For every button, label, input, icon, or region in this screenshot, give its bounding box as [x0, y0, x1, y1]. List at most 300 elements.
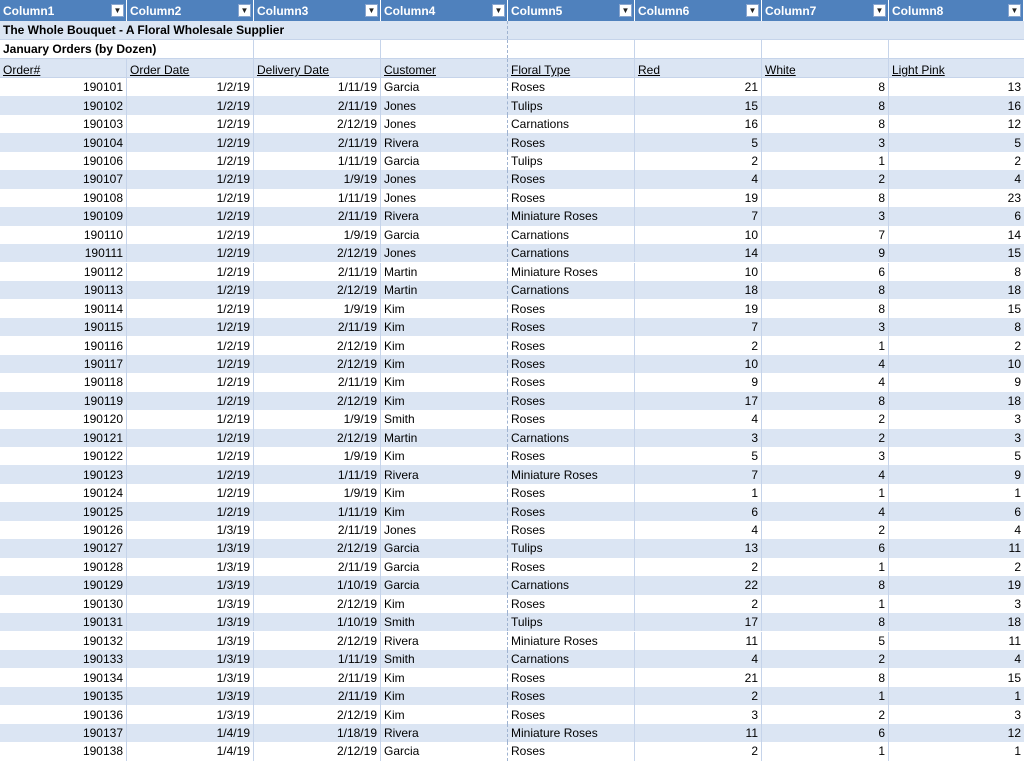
customer-cell[interactable]: Martin — [381, 429, 508, 447]
order-date-cell[interactable]: 1/2/19 — [127, 318, 254, 336]
red-cell[interactable]: 19 — [635, 299, 762, 317]
delivery-date-cell[interactable]: 1/9/19 — [254, 299, 381, 317]
customer-cell[interactable]: Kim — [381, 336, 508, 354]
order-number-cell[interactable]: 190104 — [0, 133, 127, 151]
white-cell[interactable]: 1 — [762, 742, 889, 760]
empty-cell[interactable] — [508, 40, 635, 58]
floral-type-cell[interactable]: Carnations — [508, 429, 635, 447]
light-pink-cell[interactable]: 3 — [1014, 430, 1021, 445]
red-cell[interactable]: 16 — [635, 115, 762, 133]
order-date-cell[interactable]: 1/2/19 — [127, 392, 254, 410]
order-number-cell[interactable]: 190101 — [0, 78, 127, 96]
red-cell[interactable]: 2 — [635, 595, 762, 613]
delivery-date-cell[interactable]: 2/12/19 — [254, 281, 381, 299]
col-header-1[interactable] — [0, 0, 127, 21]
floral-type-cell[interactable]: Miniature Roses — [508, 465, 635, 483]
light-pink-cell[interactable]: 8 — [1014, 264, 1021, 279]
delivery-date-cell[interactable]: 2/12/19 — [254, 115, 381, 133]
white-cell[interactable]: 3 — [762, 447, 889, 465]
delivery-date-cell[interactable]: 2/12/19 — [254, 429, 381, 447]
order-date-cell[interactable]: 1/2/19 — [127, 355, 254, 373]
delivery-date-cell[interactable]: 1/10/19 — [254, 613, 381, 631]
field-header-red[interactable]: Red — [635, 59, 762, 77]
order-date-cell[interactable]: 1/4/19 — [127, 724, 254, 742]
light-pink-cell[interactable]: 3 — [1014, 596, 1021, 611]
order-number-cell[interactable]: 190110 — [0, 226, 127, 244]
delivery-date-cell[interactable]: 2/11/19 — [254, 96, 381, 114]
order-number-cell[interactable]: 190135 — [0, 687, 127, 705]
order-date-cell[interactable]: 1/2/19 — [127, 281, 254, 299]
white-cell[interactable]: 1 — [762, 484, 889, 502]
col-header-2[interactable] — [127, 0, 254, 21]
order-number-cell[interactable]: 190103 — [0, 115, 127, 133]
delivery-date-cell[interactable]: 2/12/19 — [254, 632, 381, 650]
white-cell[interactable]: 3 — [762, 133, 889, 151]
customer-cell[interactable]: Jones — [381, 189, 508, 207]
white-cell[interactable]: 8 — [762, 115, 889, 133]
field-header-white[interactable]: White — [762, 59, 889, 77]
floral-type-cell[interactable]: Tulips — [508, 96, 635, 114]
delivery-date-cell[interactable]: 2/12/19 — [254, 595, 381, 613]
order-number-cell[interactable]: 190131 — [0, 613, 127, 631]
empty-cell[interactable] — [762, 40, 889, 58]
filter-dropdown-icon[interactable]: ▼ — [111, 4, 124, 17]
floral-type-cell[interactable]: Roses — [508, 410, 635, 428]
red-cell[interactable]: 10 — [635, 355, 762, 373]
red-cell[interactable]: 17 — [635, 392, 762, 410]
floral-type-cell[interactable]: Roses — [508, 189, 635, 207]
floral-type-cell[interactable]: Roses — [508, 558, 635, 576]
white-cell[interactable]: 2 — [762, 410, 889, 428]
white-cell[interactable]: 4 — [762, 502, 889, 520]
red-cell[interactable]: 2 — [635, 558, 762, 576]
delivery-date-cell[interactable]: 2/11/19 — [254, 373, 381, 391]
field-header-order-number[interactable]: Order# — [0, 59, 127, 77]
white-cell[interactable]: 6 — [762, 263, 889, 281]
customer-cell[interactable]: Garcia — [381, 539, 508, 557]
white-cell[interactable]: 8 — [762, 96, 889, 114]
empty-cell[interactable] — [508, 21, 1024, 39]
red-cell[interactable]: 13 — [635, 539, 762, 557]
white-cell[interactable]: 1 — [762, 152, 889, 170]
red-cell[interactable]: 22 — [635, 576, 762, 594]
filter-dropdown-icon[interactable]: ▼ — [492, 4, 505, 17]
white-cell[interactable]: 2 — [762, 429, 889, 447]
floral-type-cell[interactable]: Miniature Roses — [508, 724, 635, 742]
sheet-subtitle[interactable]: January Orders (by Dozen) — [0, 40, 254, 58]
delivery-date-cell[interactable]: 1/11/19 — [254, 152, 381, 170]
delivery-date-cell[interactable]: 1/18/19 — [254, 724, 381, 742]
floral-type-cell[interactable]: Roses — [508, 355, 635, 373]
customer-cell[interactable]: Smith — [381, 613, 508, 631]
order-date-cell[interactable]: 1/3/19 — [127, 595, 254, 613]
customer-cell[interactable]: Kim — [381, 447, 508, 465]
light-pink-cell[interactable]: 3 — [1014, 707, 1021, 722]
order-date-cell[interactable]: 1/3/19 — [127, 705, 254, 723]
customer-cell[interactable]: Kim — [381, 355, 508, 373]
delivery-date-cell[interactable]: 2/11/19 — [254, 687, 381, 705]
white-cell[interactable]: 1 — [762, 336, 889, 354]
customer-cell[interactable]: Garcia — [381, 152, 508, 170]
customer-cell[interactable]: Rivera — [381, 632, 508, 650]
order-date-cell[interactable]: 1/2/19 — [127, 502, 254, 520]
customer-cell[interactable]: Martin — [381, 263, 508, 281]
floral-type-cell[interactable]: Roses — [508, 170, 635, 188]
red-cell[interactable]: 17 — [635, 613, 762, 631]
order-number-cell[interactable]: 190138 — [0, 742, 127, 760]
order-number-cell[interactable]: 190107 — [0, 170, 127, 188]
delivery-date-cell[interactable]: 2/11/19 — [254, 318, 381, 336]
customer-cell[interactable]: Martin — [381, 281, 508, 299]
order-number-cell[interactable]: 190136 — [0, 705, 127, 723]
empty-cell[interactable] — [635, 40, 762, 58]
customer-cell[interactable]: Kim — [381, 484, 508, 502]
light-pink-cell[interactable]: 15 — [1007, 301, 1021, 316]
customer-cell[interactable]: Garcia — [381, 226, 508, 244]
floral-type-cell[interactable]: Tulips — [508, 152, 635, 170]
filter-dropdown-icon[interactable]: ▼ — [1008, 4, 1021, 17]
delivery-date-cell[interactable]: 2/12/19 — [254, 244, 381, 262]
empty-cell[interactable] — [889, 40, 1024, 58]
white-cell[interactable]: 8 — [762, 668, 889, 686]
white-cell[interactable]: 1 — [762, 687, 889, 705]
order-number-cell[interactable]: 190126 — [0, 521, 127, 539]
floral-type-cell[interactable]: Roses — [508, 705, 635, 723]
light-pink-cell[interactable]: 23 — [1007, 190, 1021, 205]
order-number-cell[interactable]: 190108 — [0, 189, 127, 207]
light-pink-cell[interactable]: 5 — [1014, 449, 1021, 464]
floral-type-cell[interactable]: Carnations — [508, 115, 635, 133]
light-pink-cell[interactable]: 11 — [1008, 633, 1021, 648]
white-cell[interactable]: 8 — [762, 281, 889, 299]
red-cell[interactable]: 14 — [635, 244, 762, 262]
white-cell[interactable]: 2 — [762, 521, 889, 539]
customer-cell[interactable]: Kim — [381, 595, 508, 613]
field-header-light-pink[interactable]: Light Pink — [892, 63, 945, 77]
red-cell[interactable]: 6 — [635, 502, 762, 520]
order-date-cell[interactable]: 1/3/19 — [127, 687, 254, 705]
white-cell[interactable]: 8 — [762, 299, 889, 317]
delivery-date-cell[interactable]: 1/9/19 — [254, 170, 381, 188]
white-cell[interactable]: 3 — [762, 207, 889, 225]
sheet-title[interactable]: The Whole Bouquet - A Floral Wholesale Supplier — [0, 21, 508, 39]
red-cell[interactable]: 2 — [635, 152, 762, 170]
light-pink-cell[interactable]: 14 — [1007, 227, 1021, 242]
customer-cell[interactable]: Rivera — [381, 724, 508, 742]
field-header-order-date[interactable]: Order Date — [127, 59, 254, 77]
customer-cell[interactable]: Kim — [381, 373, 508, 391]
order-date-cell[interactable]: 1/3/19 — [127, 521, 254, 539]
delivery-date-cell[interactable]: 1/10/19 — [254, 576, 381, 594]
order-number-cell[interactable]: 190113 — [0, 281, 127, 299]
white-cell[interactable]: 6 — [762, 724, 889, 742]
floral-type-cell[interactable]: Carnations — [508, 281, 635, 299]
order-number-cell[interactable]: 190125 — [0, 502, 127, 520]
light-pink-cell[interactable]: 4 — [1014, 523, 1021, 538]
order-date-cell[interactable]: 1/2/19 — [127, 226, 254, 244]
col-header-5[interactable] — [508, 0, 635, 21]
order-number-cell[interactable]: 190117 — [0, 355, 127, 373]
red-cell[interactable]: 21 — [635, 668, 762, 686]
order-number-cell[interactable]: 190112 — [0, 263, 127, 281]
empty-cell[interactable] — [254, 40, 381, 58]
floral-type-cell[interactable]: Roses — [508, 502, 635, 520]
order-date-cell[interactable]: 1/3/19 — [127, 539, 254, 557]
order-number-cell[interactable]: 190132 — [0, 632, 127, 650]
white-cell[interactable]: 8 — [762, 78, 889, 96]
floral-type-cell[interactable]: Miniature Roses — [508, 263, 635, 281]
floral-type-cell[interactable]: Roses — [508, 78, 635, 96]
floral-type-cell[interactable]: Roses — [508, 299, 635, 317]
light-pink-cell[interactable]: 15 — [1007, 670, 1021, 685]
order-number-cell[interactable]: 190120 — [0, 410, 127, 428]
empty-cell[interactable] — [381, 40, 508, 58]
red-cell[interactable]: 7 — [635, 318, 762, 336]
floral-type-cell[interactable]: Roses — [508, 318, 635, 336]
field-header-floral-type[interactable]: Floral Type — [508, 59, 635, 77]
white-cell[interactable]: 1 — [762, 558, 889, 576]
col-header-7[interactable] — [762, 0, 889, 21]
floral-type-cell[interactable]: Roses — [508, 336, 635, 354]
order-number-cell[interactable]: 190114 — [0, 299, 127, 317]
white-cell[interactable]: 8 — [762, 392, 889, 410]
filter-dropdown-icon[interactable]: ▼ — [746, 4, 759, 17]
white-cell[interactable]: 2 — [762, 170, 889, 188]
floral-type-cell[interactable]: Roses — [508, 392, 635, 410]
order-date-cell[interactable]: 1/2/19 — [127, 96, 254, 114]
order-date-cell[interactable]: 1/2/19 — [127, 152, 254, 170]
order-date-cell[interactable]: 1/2/19 — [127, 410, 254, 428]
order-number-cell[interactable]: 190123 — [0, 465, 127, 483]
delivery-date-cell[interactable]: 2/12/19 — [254, 705, 381, 723]
floral-type-cell[interactable]: Carnations — [508, 226, 635, 244]
delivery-date-cell[interactable]: 1/9/19 — [254, 410, 381, 428]
white-cell[interactable]: 2 — [762, 705, 889, 723]
col-header-6[interactable] — [635, 0, 762, 21]
customer-cell[interactable]: Kim — [381, 705, 508, 723]
customer-cell[interactable]: Garcia — [381, 78, 508, 96]
light-pink-cell[interactable]: 4 — [1014, 172, 1021, 187]
light-pink-cell[interactable]: 2 — [1014, 338, 1021, 353]
floral-type-cell[interactable]: Roses — [508, 668, 635, 686]
white-cell[interactable]: 2 — [762, 650, 889, 668]
delivery-date-cell[interactable]: 2/11/19 — [254, 668, 381, 686]
filter-dropdown-icon[interactable]: ▼ — [238, 4, 251, 17]
customer-cell[interactable]: Rivera — [381, 133, 508, 151]
light-pink-cell[interactable]: 9 — [1014, 375, 1021, 390]
light-pink-cell[interactable]: 18 — [1007, 615, 1021, 630]
light-pink-cell[interactable]: 1 — [1014, 744, 1021, 759]
order-number-cell[interactable]: 190129 — [0, 576, 127, 594]
delivery-date-cell[interactable]: 1/9/19 — [254, 226, 381, 244]
order-date-cell[interactable]: 1/2/19 — [127, 189, 254, 207]
delivery-date-cell[interactable]: 1/9/19 — [254, 484, 381, 502]
light-pink-cell[interactable]: 5 — [1014, 135, 1021, 150]
order-date-cell[interactable]: 1/2/19 — [127, 115, 254, 133]
white-cell[interactable]: 1 — [762, 595, 889, 613]
red-cell[interactable]: 7 — [635, 207, 762, 225]
light-pink-cell[interactable]: 18 — [1007, 393, 1021, 408]
order-date-cell[interactable]: 1/2/19 — [127, 133, 254, 151]
customer-cell[interactable]: Kim — [381, 687, 508, 705]
red-cell[interactable]: 19 — [635, 189, 762, 207]
order-number-cell[interactable]: 190133 — [0, 650, 127, 668]
order-date-cell[interactable]: 1/2/19 — [127, 465, 254, 483]
delivery-date-cell[interactable]: 1/11/19 — [254, 465, 381, 483]
red-cell[interactable]: 7 — [635, 465, 762, 483]
order-date-cell[interactable]: 1/3/19 — [127, 650, 254, 668]
floral-type-cell[interactable]: Roses — [508, 742, 635, 760]
customer-cell[interactable]: Jones — [381, 96, 508, 114]
customer-cell[interactable]: Jones — [381, 170, 508, 188]
red-cell[interactable]: 10 — [635, 226, 762, 244]
floral-type-cell[interactable]: Roses — [508, 373, 635, 391]
customer-cell[interactable]: Kim — [381, 668, 508, 686]
order-date-cell[interactable]: 1/2/19 — [127, 373, 254, 391]
white-cell[interactable]: 3 — [762, 318, 889, 336]
light-pink-cell[interactable]: 2 — [1014, 154, 1021, 169]
light-pink-cell[interactable]: 12 — [1007, 117, 1021, 132]
red-cell[interactable]: 4 — [635, 170, 762, 188]
order-date-cell[interactable]: 1/2/19 — [127, 263, 254, 281]
order-date-cell[interactable]: 1/3/19 — [127, 613, 254, 631]
delivery-date-cell[interactable]: 2/11/19 — [254, 133, 381, 151]
white-cell[interactable]: 5 — [762, 632, 889, 650]
order-date-cell[interactable]: 1/2/19 — [127, 78, 254, 96]
customer-cell[interactable]: Kim — [381, 318, 508, 336]
red-cell[interactable]: 21 — [635, 78, 762, 96]
customer-cell[interactable]: Smith — [381, 410, 508, 428]
floral-type-cell[interactable]: Roses — [508, 521, 635, 539]
order-number-cell[interactable]: 190116 — [0, 336, 127, 354]
light-pink-cell[interactable]: 4 — [1014, 652, 1021, 667]
white-cell[interactable]: 6 — [762, 539, 889, 557]
order-number-cell[interactable]: 190115 — [0, 318, 127, 336]
light-pink-cell[interactable]: 15 — [1007, 246, 1021, 261]
order-number-cell[interactable]: 190128 — [0, 558, 127, 576]
white-cell[interactable]: 4 — [762, 465, 889, 483]
customer-cell[interactable]: Smith — [381, 650, 508, 668]
floral-type-cell[interactable]: Roses — [508, 133, 635, 151]
light-pink-cell[interactable]: 3 — [1014, 412, 1021, 427]
customer-cell[interactable]: Kim — [381, 502, 508, 520]
light-pink-cell[interactable]: 11 — [1008, 541, 1021, 556]
order-number-cell[interactable]: 190111 — [0, 244, 127, 262]
delivery-date-cell[interactable]: 2/11/19 — [254, 521, 381, 539]
order-date-cell[interactable]: 1/3/19 — [127, 632, 254, 650]
red-cell[interactable]: 2 — [635, 687, 762, 705]
delivery-date-cell[interactable]: 2/12/19 — [254, 336, 381, 354]
delivery-date-cell[interactable]: 1/11/19 — [254, 78, 381, 96]
light-pink-cell[interactable]: 6 — [1014, 504, 1021, 519]
order-number-cell[interactable]: 190102 — [0, 96, 127, 114]
red-cell[interactable]: 5 — [635, 133, 762, 151]
order-date-cell[interactable]: 1/2/19 — [127, 484, 254, 502]
order-date-cell[interactable]: 1/4/19 — [127, 742, 254, 760]
filter-dropdown-icon[interactable]: ▼ — [873, 4, 886, 17]
delivery-date-cell[interactable]: 2/12/19 — [254, 742, 381, 760]
light-pink-cell[interactable]: 16 — [1007, 98, 1021, 113]
order-date-cell[interactable]: 1/2/19 — [127, 170, 254, 188]
col-header-4[interactable] — [381, 0, 508, 21]
red-cell[interactable]: 3 — [635, 429, 762, 447]
floral-type-cell[interactable]: Miniature Roses — [508, 632, 635, 650]
white-cell[interactable]: 4 — [762, 373, 889, 391]
order-number-cell[interactable]: 190127 — [0, 539, 127, 557]
floral-type-cell[interactable]: Miniature Roses — [508, 207, 635, 225]
floral-type-cell[interactable]: Tulips — [508, 539, 635, 557]
order-number-cell[interactable]: 190121 — [0, 429, 127, 447]
order-date-cell[interactable]: 1/2/19 — [127, 336, 254, 354]
floral-type-cell[interactable]: Carnations — [508, 244, 635, 262]
order-number-cell[interactable]: 190109 — [0, 207, 127, 225]
delivery-date-cell[interactable]: 2/11/19 — [254, 558, 381, 576]
white-cell[interactable]: 8 — [762, 576, 889, 594]
light-pink-cell[interactable]: 1 — [1014, 486, 1021, 501]
customer-cell[interactable]: Jones — [381, 244, 508, 262]
light-pink-cell[interactable]: 6 — [1014, 209, 1021, 224]
light-pink-cell[interactable]: 2 — [1014, 559, 1021, 574]
order-number-cell[interactable]: 190134 — [0, 668, 127, 686]
red-cell[interactable]: 11 — [635, 632, 762, 650]
light-pink-cell[interactable]: 9 — [1014, 467, 1021, 482]
red-cell[interactable]: 18 — [635, 281, 762, 299]
order-number-cell[interactable]: 190119 — [0, 392, 127, 410]
light-pink-cell[interactable]: 10 — [1007, 356, 1021, 371]
floral-type-cell[interactable]: Roses — [508, 595, 635, 613]
floral-type-cell[interactable]: Carnations — [508, 650, 635, 668]
delivery-date-cell[interactable]: 1/11/19 — [254, 650, 381, 668]
order-date-cell[interactable]: 1/2/19 — [127, 244, 254, 262]
col-header-3[interactable] — [254, 0, 381, 21]
floral-type-cell[interactable]: Carnations — [508, 576, 635, 594]
field-header-delivery-date[interactable]: Delivery Date — [254, 59, 381, 77]
floral-type-cell[interactable]: Roses — [508, 687, 635, 705]
customer-cell[interactable]: Kim — [381, 299, 508, 317]
red-cell[interactable]: 2 — [635, 742, 762, 760]
order-number-cell[interactable]: 190137 — [0, 724, 127, 742]
floral-type-cell[interactable]: Roses — [508, 484, 635, 502]
red-cell[interactable]: 5 — [635, 447, 762, 465]
delivery-date-cell[interactable]: 2/11/19 — [254, 263, 381, 281]
delivery-date-cell[interactable]: 2/12/19 — [254, 355, 381, 373]
customer-cell[interactable]: Garcia — [381, 558, 508, 576]
customer-cell[interactable]: Garcia — [381, 742, 508, 760]
red-cell[interactable]: 4 — [635, 410, 762, 428]
delivery-date-cell[interactable]: 1/11/19 — [254, 189, 381, 207]
order-number-cell[interactable]: 190124 — [0, 484, 127, 502]
red-cell[interactable]: 10 — [635, 263, 762, 281]
floral-type-cell[interactable]: Roses — [508, 447, 635, 465]
white-cell[interactable]: 7 — [762, 226, 889, 244]
white-cell[interactable]: 9 — [762, 244, 889, 262]
red-cell[interactable]: 3 — [635, 705, 762, 723]
delivery-date-cell[interactable]: 2/11/19 — [254, 207, 381, 225]
customer-cell[interactable]: Jones — [381, 115, 508, 133]
floral-type-cell[interactable]: Tulips — [508, 613, 635, 631]
order-date-cell[interactable]: 1/2/19 — [127, 447, 254, 465]
red-cell[interactable]: 4 — [635, 650, 762, 668]
delivery-date-cell[interactable]: 1/9/19 — [254, 447, 381, 465]
red-cell[interactable]: 4 — [635, 521, 762, 539]
order-number-cell[interactable]: 190130 — [0, 595, 127, 613]
red-cell[interactable]: 2 — [635, 336, 762, 354]
light-pink-cell[interactable]: 19 — [1007, 578, 1021, 593]
white-cell[interactable]: 4 — [762, 355, 889, 373]
red-cell[interactable]: 15 — [635, 96, 762, 114]
red-cell[interactable]: 9 — [635, 373, 762, 391]
light-pink-cell[interactable]: 18 — [1007, 283, 1021, 298]
